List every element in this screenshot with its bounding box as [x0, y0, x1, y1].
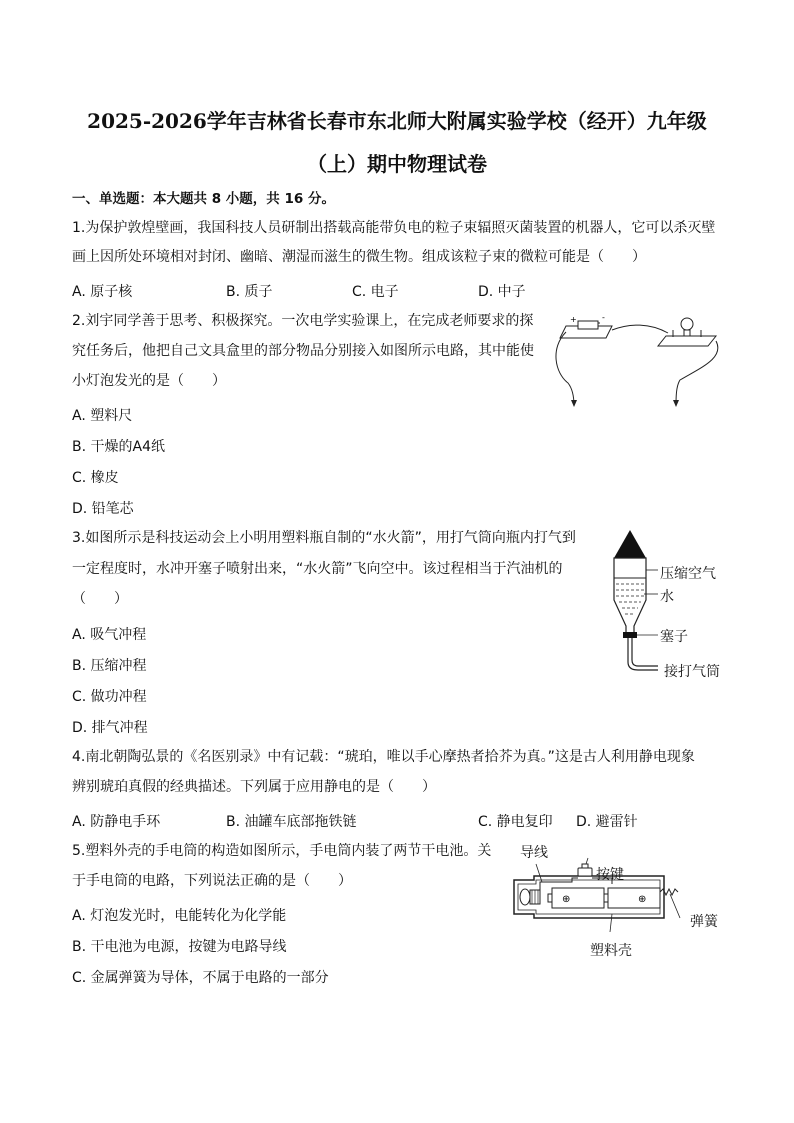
question-text-line: 1.为保护敦煌壁画，我国科技人员研制出搭载高能带负电的粒子束辐照灭菌装置的机器人，它可以杀灭壁 — [72, 220, 716, 236]
question-text-line: 3.如图所示是科技运动会上小明用塑料瓶自制的“水火箭”，用打气筒向瓶内打气到 — [72, 530, 576, 546]
label-stopper: 塞子 — [660, 629, 688, 645]
page-title-line2: （上）期中物理试卷 — [307, 152, 487, 176]
option-a[interactable]: A. 塑料尺 — [72, 408, 133, 424]
option-d[interactable]: D. 中子 — [478, 284, 526, 300]
label-wire: 导线 — [520, 845, 548, 861]
question-text-line: （ ） — [72, 591, 128, 607]
battery-icon — [578, 321, 598, 329]
option-b[interactable]: B. 干电池为电源，按键为电路导线 — [72, 939, 287, 955]
option-b[interactable]: B. 质子 — [226, 284, 273, 300]
option-a[interactable]: A. 原子核 — [72, 284, 133, 300]
question-text-line: 于手电筒的电路，下列说法正确的是（ ） — [72, 873, 352, 889]
option-d[interactable]: D. 铅笔芯 — [72, 501, 134, 517]
question-text-line: 小灯泡发光的是（ ） — [72, 373, 226, 389]
label-water: 水 — [660, 589, 674, 605]
option-b[interactable]: B. 压缩冲程 — [72, 658, 147, 674]
battery-minus-label: - — [602, 313, 605, 322]
option-a[interactable]: A. 灯泡发光时，电能转化为化学能 — [72, 908, 287, 924]
battery-icon — [608, 888, 660, 908]
water-rocket-figure — [608, 528, 658, 678]
option-c[interactable]: C. 橡皮 — [72, 470, 119, 486]
bulb-icon — [520, 889, 530, 905]
svg-text:⊕: ⊕ — [638, 894, 647, 905]
question-text-line: 4.南北朝陶弘景的《名医别录》中有记载：“琥珀，唯以手心摩热者拾芥为真。”这是古人利用静电现象 — [72, 749, 695, 765]
page-title-line1: 2025-2026学年吉林省长春市东北师大附属实验学校（经开）九年级 — [87, 109, 707, 133]
label-button: 按键 — [596, 867, 624, 883]
option-a[interactable]: A. 防静电手环 — [72, 814, 161, 830]
button-icon — [578, 868, 592, 876]
question-text-line: 2.刘宇同学善于思考、积极探究。一次电学实验课上，在完成老师要求的探 — [72, 313, 534, 329]
option-d[interactable]: D. 避雷针 — [576, 814, 638, 830]
svg-text:⊕: ⊕ — [562, 894, 571, 905]
label-pump: 接打气筒 — [664, 664, 720, 680]
bulb-icon — [681, 318, 693, 330]
option-d[interactable]: D. 排气冲程 — [72, 720, 148, 736]
question-text-line: 一定程度时，水冲开塞子喷射出来，“水火箭”飞向空中。该过程相当于汽油机的 — [72, 561, 563, 577]
label-compressed-air: 压缩空气 — [660, 566, 716, 582]
label-plastic-shell: 塑料壳 — [590, 943, 632, 959]
section-heading: 一、单选题：本大题共 8 小题，共 16 分。 — [72, 191, 335, 207]
question-text-line: 究任务后，他把自己文具盒里的部分物品分别接入如图所示电路，其中能使 — [72, 343, 534, 359]
question-text-line: 5.塑料外壳的手电筒的构造如图所示，手电筒内装了两节干电池。关 — [72, 843, 492, 859]
stopper-icon — [623, 632, 637, 638]
option-c[interactable]: C. 静电复印 — [478, 814, 553, 830]
battery-plus-label: + — [570, 315, 577, 324]
option-a[interactable]: A. 吸气冲程 — [72, 627, 147, 643]
option-c[interactable]: C. 电子 — [352, 284, 399, 300]
battery-icon — [552, 888, 604, 908]
question-text-line: 画上因所处环境相对封闭、幽暗、潮湿而滋生的微生物。组成该粒子束的微粒可能是（ ） — [72, 249, 646, 265]
circuit-figure — [550, 308, 730, 413]
option-b[interactable]: B. 油罐车底部拖铁链 — [226, 814, 357, 830]
option-c[interactable]: C. 做功冲程 — [72, 689, 147, 705]
question-text-line: 辨别琥珀真假的经典描述。下列属于应用静电的是（ ） — [72, 779, 436, 795]
option-c[interactable]: C. 金属弹簧为导体，不属于电路的一部分 — [72, 970, 329, 986]
label-spring: 弹簧 — [690, 914, 718, 930]
option-b[interactable]: B. 干燥的A4纸 — [72, 439, 165, 455]
rocket-nose-icon — [614, 530, 646, 558]
